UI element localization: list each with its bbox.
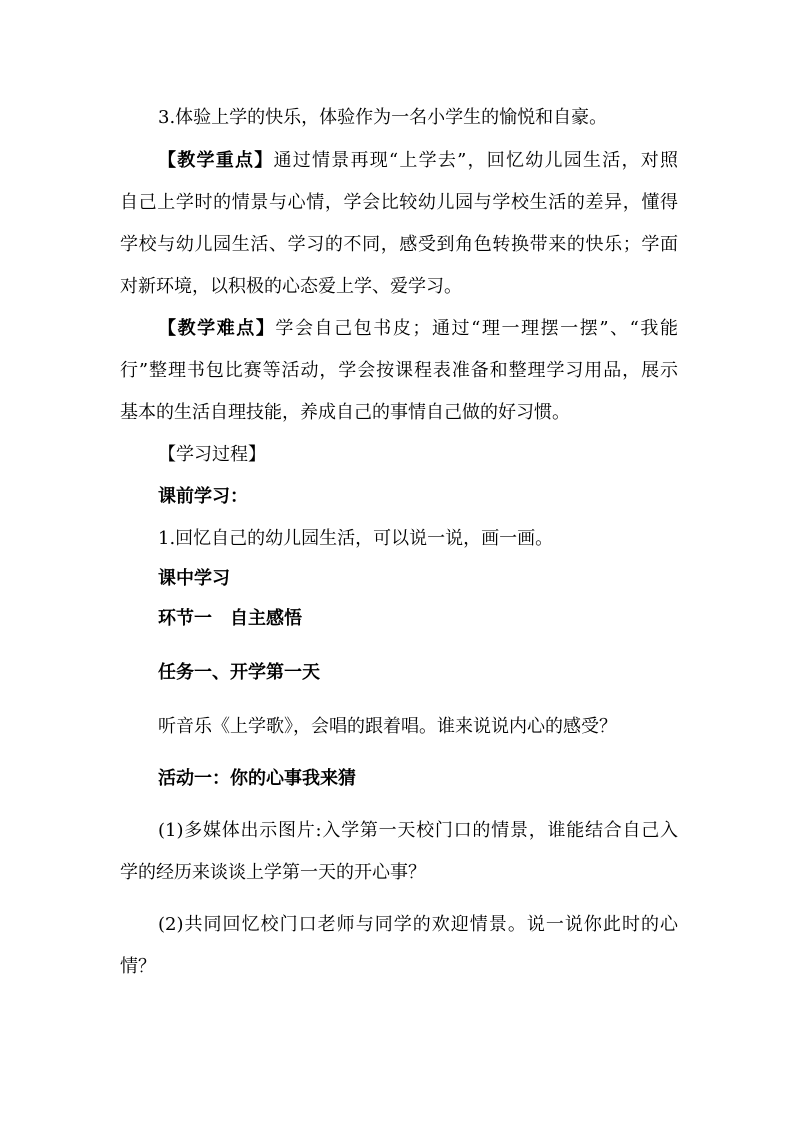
pre-class-heading: 课前学习： [158, 486, 248, 507]
key-points-line-2: 自己上学时的情景与心情，学会比较幼儿园与学校生活的差异，懂得 [120, 192, 678, 213]
difficulties-label: 【教学难点】 [158, 318, 276, 339]
task-1-heading: 任务一、开学第一天 [158, 662, 320, 683]
activity-1-heading: 活动一：你的心事我来猜 [158, 768, 356, 789]
step-1-line-1: (1)多媒体出示图片:入学第一天校门口的情景，谁能结合自己入 [158, 820, 678, 841]
key-points-line-3: 学校与幼儿园生活、学习的不同，感受到角色转换带来的快乐；学面 [120, 234, 678, 255]
difficulties-text-1: 学会自己包书皮；通过“理一理摆一摆”、“我能 [275, 318, 678, 339]
key-points-line-1 [158, 148, 678, 174]
key-points-text-1: 通过情景再现“上学去”，回忆幼儿园生活，对照 [273, 150, 678, 171]
in-class-heading: 课中学习 [158, 568, 230, 589]
step-1-line-2: 学的经历来谈谈上学第一天的开心事？ [120, 862, 426, 883]
goal-3: 3.体验上学的快乐，体验作为一名小学生的愉悦和自豪。 [158, 107, 608, 128]
step-2-line-2: 情？ [120, 956, 156, 977]
difficulties-line-2: 行”整理书包比赛等活动，学会按课程表准备和整理学习用品，展示 [120, 360, 678, 381]
key-points-line-4: 对新环境，以积极的心态爱上学、爱学习。 [120, 276, 462, 297]
pre-class-item-1: 1.回忆自己的幼儿园生活，可以说一说，画一画。 [158, 528, 554, 549]
task-1-text: 听音乐《上学歌》，会唱的跟着唱。谁来说说内心的感受？ [158, 716, 617, 737]
step-2-line-1: (2)共同回忆校门口老师与同学的欢迎情景。说一说你此时的心 [158, 914, 678, 935]
difficulties-line-1 [158, 316, 678, 342]
process-heading: 【学习过程】 [158, 444, 266, 465]
stage-1-heading: 环节一 自主感悟 [158, 608, 302, 629]
key-points-label: 【教学重点】 [158, 150, 274, 171]
difficulties-line-3: 基本的生活自理技能，养成自己的事情自己做的好习惯。 [120, 402, 570, 423]
